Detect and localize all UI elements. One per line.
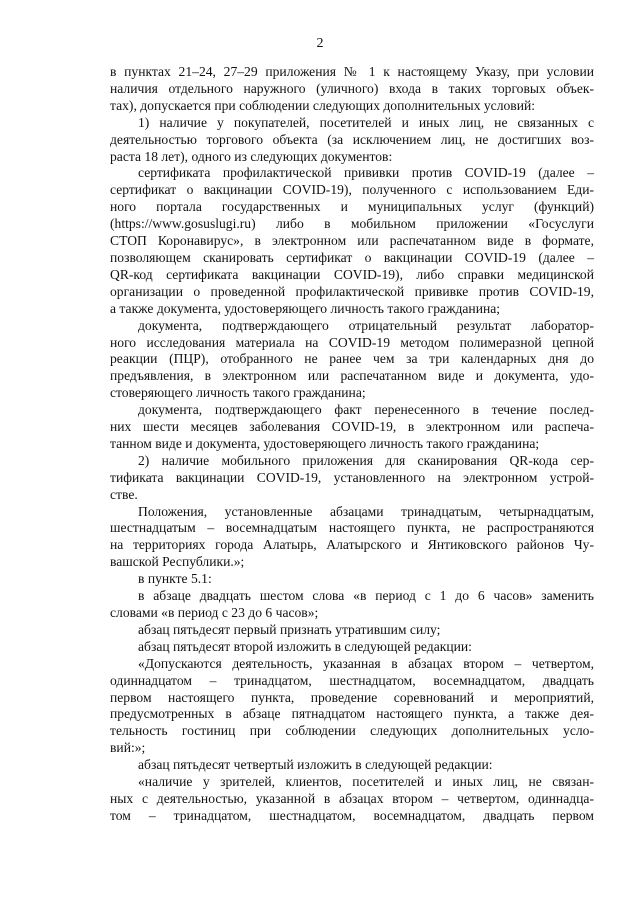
text-line: сертификат о вакцинации COVID-19), полученного с использованием Еди- <box>110 182 594 198</box>
text-line: стоверяющего личность такого гражданина; <box>110 385 366 401</box>
text-line: том – тринадцатом, шестнадцатом, восемнадцатом, двадцать первом <box>110 807 594 823</box>
text-line: в пункте 5.1: <box>138 571 212 587</box>
text-line: позволяющем сканировать сертификат о вакцинации COVID-19 (далее – <box>110 249 594 265</box>
text-line: абзац пятьдесят второй изложить в следующей редакции: <box>138 638 472 654</box>
text-line: в абзаце двадцать шестом слова «в период с 1 до 6 часов» заменить <box>138 588 594 604</box>
text-line: «Допускаются деятельность, указанная в абзацах втором – четвертом, <box>138 655 594 671</box>
text-line: тах), допускается при соблюдении следующих дополнительных условий: <box>110 97 536 113</box>
text-line: вий:»; <box>110 740 146 756</box>
text-line: танном виде и документа, удостоверяющего личность такого гражданина; <box>110 435 540 451</box>
text-line: вашской Республики.»; <box>110 554 245 570</box>
text-line: организации о проведенной профилактической прививке против COVID-19, <box>110 283 594 299</box>
text-line: на территориях города Алатырь, Алатырского и Янтиковского районов Чу- <box>110 537 594 553</box>
text-line: (https://www.gosuslugi.ru) либо в мобильном приложении «Госуслуги <box>110 216 594 232</box>
text-line: ного портала государственных и муниципальных услуг (функций) <box>110 199 594 215</box>
text-line: «наличие у зрителей, клиентов, посетителей и иных лиц, не связан- <box>138 774 594 790</box>
text-line: первом настоящего пункта, проведение соревнований и мероприятий, <box>110 689 594 705</box>
document-body <box>110 64 594 825</box>
text-line: документа, подтверждающего отрицательный результат лаборатор- <box>138 317 594 333</box>
text-line: стве. <box>110 486 138 502</box>
text-line: СТОП Коронавирус», в электронном или распечатанном виде в формате, <box>110 233 594 249</box>
text-line: абзац пятьдесят первый признать утратившим силу; <box>138 621 441 637</box>
text-line: предъявления, в электронном или распечатанном виде и документа, удо- <box>110 368 594 384</box>
text-line: а также документа, удостоверяющего личность такого гражданина; <box>110 300 501 316</box>
text-line: ных с деятельностью, указанной в абзацах втором – четвертом, одиннадца- <box>110 790 594 806</box>
text-line: деятельностью торгового объекта (за исключением лиц, не достигших воз- <box>110 131 594 147</box>
text-line: тификата вакцинации COVID-19, установленного на электронном устрой- <box>110 469 594 485</box>
text-line: реакции (ПЦР), отобранного не ранее чем за три календарных дня до <box>110 351 594 367</box>
text-line: словами «в период с 23 до 6 часов»; <box>110 605 319 620</box>
text-line: тельность гостиниц при соблюдении следующих дополнительных усло- <box>110 723 594 739</box>
page-number: 2 <box>316 36 324 51</box>
text-line: 1) наличие у покупателей, посетителей и иных лиц, не связанных с <box>138 114 594 130</box>
text-line: Положения, установленные абзацами тринадцатым, четырнадцатым, <box>138 503 594 519</box>
text-line: документа, подтверждающего факт перенесенного в течение послед- <box>138 402 594 418</box>
text-line: ного исследования материала на COVID-19 методом полимеразной цепной <box>110 334 594 350</box>
text-line: одиннадцатом – тринадцатом, шестнадцатом, восемнадцатом, двадцать <box>110 672 594 688</box>
text-line: абзац пятьдесят четвертый изложить в следующей редакции: <box>138 757 493 773</box>
text-line: раста 18 лет), одного из следующих документов: <box>110 148 393 164</box>
text-line: QR-код сертификата вакцинации COVID-19), либо справки медицинской <box>110 266 594 282</box>
text-line: предусмотренных в абзаце пятнадцатом настоящего пункта, а также дея- <box>110 706 594 722</box>
text-line: в пунктах 21–24, 27–29 приложения № 1 к настоящему Указу, при условии <box>110 64 594 79</box>
text-line: 2) наличие мобильного приложения для сканирования QR-кода сер- <box>138 452 594 468</box>
text-line: сертификата профилактической прививки против COVID-19 (далее – <box>138 165 594 181</box>
text-line: наличия отдельного наружного (уличного) входа в таких торговых объек- <box>110 80 594 96</box>
text-line: них шести месяцев заболевания COVID-19, в электронном или распеча- <box>110 419 594 435</box>
text-line: шестнадцатым – восемнадцатым настоящего пункта, не распространяются <box>110 520 594 536</box>
